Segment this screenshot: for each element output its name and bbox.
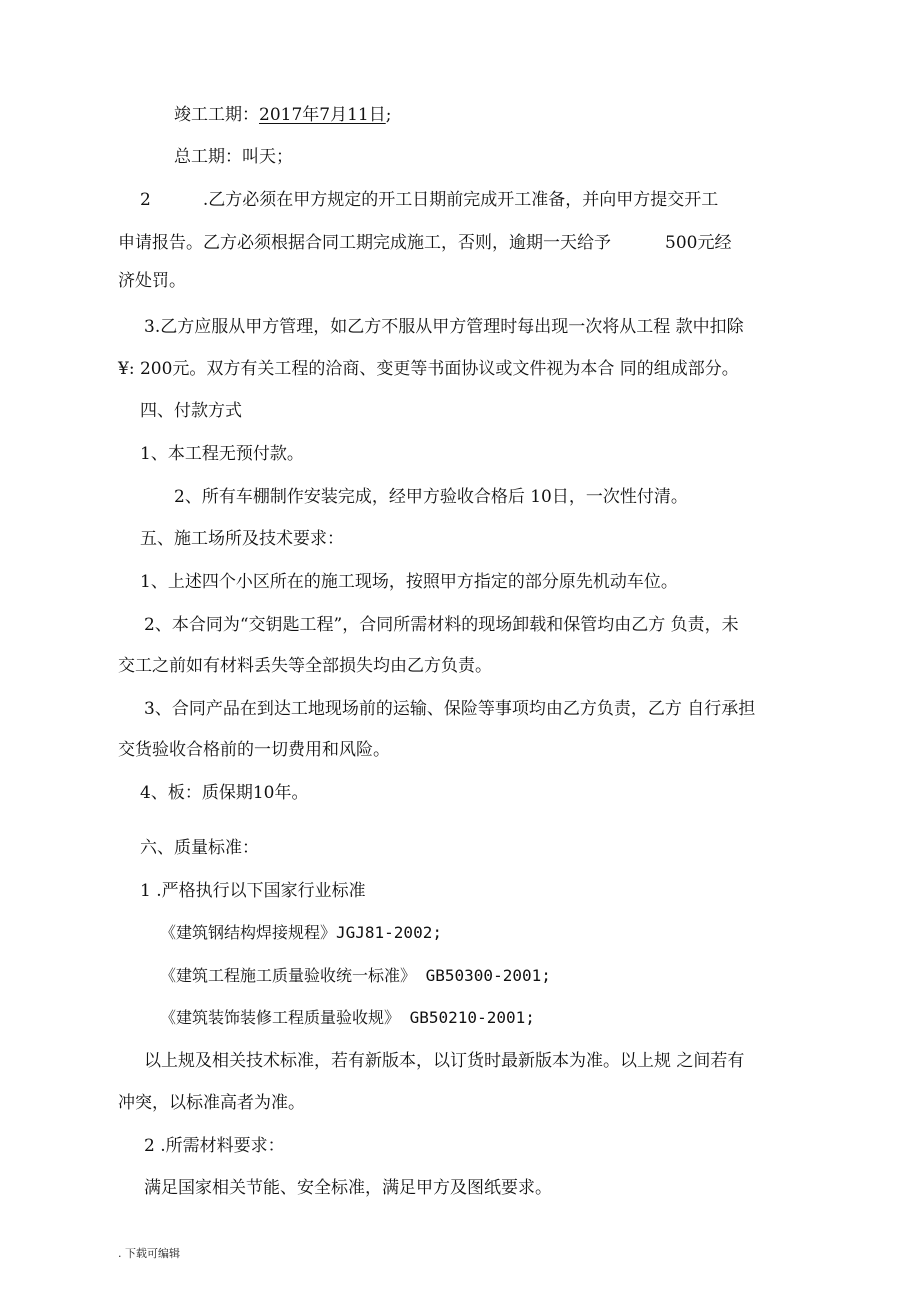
completion-label: 竣工工期： — [174, 105, 259, 125]
section5-item4: 4、板：质保期10年。 — [140, 783, 309, 803]
section4-item2: 2、所有车棚制作安装完成，经甲方验收合格后 10日，一次性付清。 — [174, 487, 688, 507]
section5-item2-line2: 交工之前如有材料丢失等全部损失均由乙方负责。 — [118, 656, 492, 676]
section6-item2-text: 满足国家相关节能、安全标准，满足甲方及图纸要求。 — [144, 1178, 552, 1198]
total-period-line: 总工期：叫天； — [174, 147, 293, 167]
clause2-text2a: 申请报告。乙方必须根据合同工期完成施工，否则，逾期一天给予 — [118, 233, 611, 253]
standard-1: 《建筑钢结构焊接规程》JGJ81-2002; — [160, 923, 442, 942]
clause2-text2b: 500元经 — [665, 233, 732, 253]
section5-heading: 五、施工场所及技术要求： — [140, 529, 344, 549]
standards-note-line2: 冲突，以标准高者为准。 — [118, 1093, 305, 1113]
section5-item3-line2: 交货验收合格前的一切费用和风险。 — [118, 740, 390, 760]
footer-note: . 下载可编辑 — [118, 1247, 180, 1260]
section4-heading: 四、付款方式 — [140, 401, 242, 421]
section4-item1: 1、本工程无预付款。 — [140, 444, 304, 464]
clause2-number: 2 — [140, 190, 151, 210]
section5-item2-line1: 2、本合同为“交钥匙工程”，合同所需材料的现场卸载和保管均由乙方 负责，未 — [144, 615, 739, 635]
completion-date: 2017年7月11日 — [259, 105, 386, 125]
section6-item1: 1 .严格执行以下国家行业标准 — [140, 881, 366, 901]
section6-heading: 六、质量标准： — [140, 838, 259, 858]
clause2-line2 — [118, 232, 731, 254]
standards-note-line1: 以上规及相关技术标准，若有新版本，以订货时最新版本为准。以上规 之间若有 — [144, 1051, 745, 1071]
clause2-text1: .乙方必须在甲方规定的开工日期前完成开工准备，并向甲方提交开工 — [202, 190, 719, 210]
completion-date-line — [174, 104, 391, 126]
completion-end: ; — [385, 105, 392, 125]
clause2-line3: 济处罚。 — [118, 271, 186, 291]
clause3-line1: 3.乙方应服从甲方管理，如乙方不服从甲方管理时每出现一次将从工程 款中扣除 — [144, 317, 744, 337]
standard-2: 《建筑工程施工质量验收统一标准》 GB50300-2001; — [160, 966, 551, 985]
section5-item1: 1、上述四个小区所在的施工现场，按照甲方指定的部分原先机动车位。 — [140, 572, 678, 592]
section6-item2: 2 .所需材料要求： — [144, 1136, 285, 1156]
clause2-line1 — [140, 189, 718, 211]
section5-item3-line1: 3、合同产品在到达工地现场前的运输、保险等事项均由乙方负责，乙方 自行承担 — [144, 699, 756, 719]
clause3-line2: ¥: 200元。双方有关工程的洽商、变更等书面协议或文件视为本合 同的组成部分。 — [118, 359, 739, 379]
standard-3: 《建筑装饰装修工程质量验收规》 GB50210-2001; — [160, 1008, 535, 1027]
